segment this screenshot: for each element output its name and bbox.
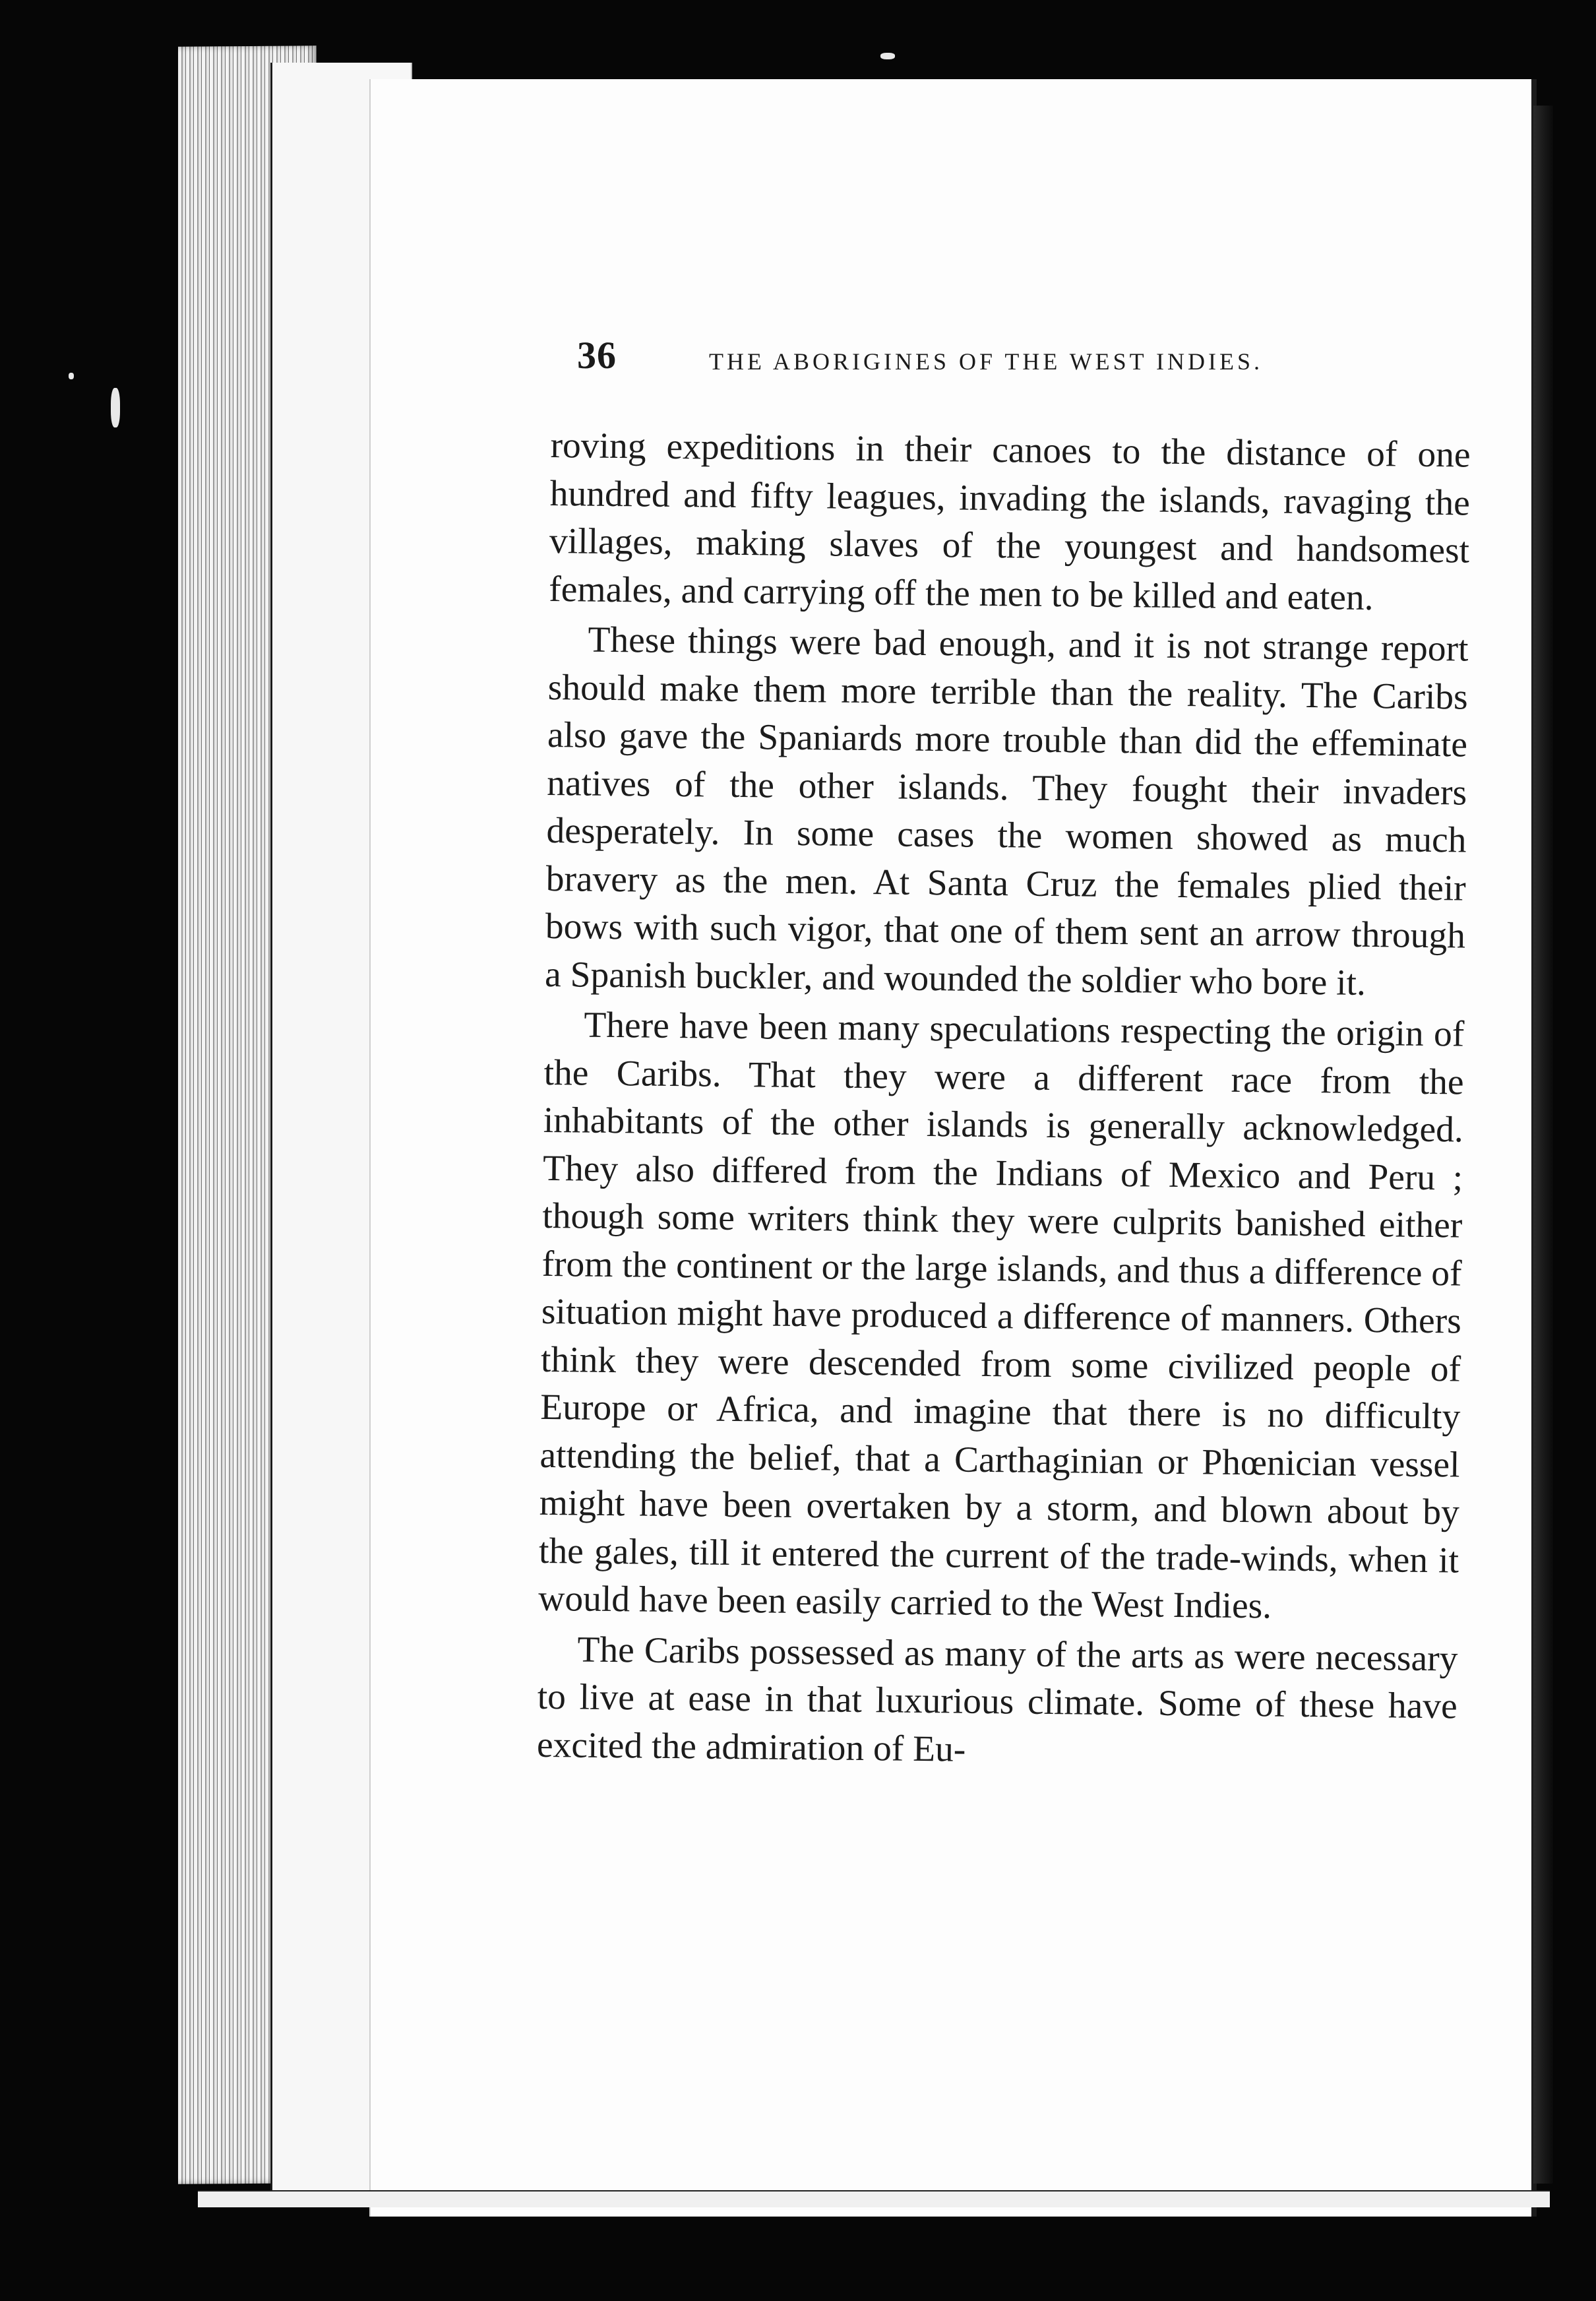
paragraph: These things were bad enough, and it is not strange report should make them more terrible than the reality. The Caribs also gave the Spaniards more trouble than did the effeminate natives of the other islands. They fought their invaders desperately. In some cases the women showed as much bravery as the men. At Santa Cruz the females plied their bows with such vigor, that one of them sent an arrow through a Spanish buckler, and wounded the soldier who bore it. [544,619,1469,1003]
scan-speck [111,388,120,427]
paragraph: There have been many speculations respecting the origin of the Caribs. That they were a different race from the inhabitants of the other islands is generally acknowledged. They also differed from the Indians of Mexico and Peru ; though some writers think they were culprits banished either from the continent or the large islands, and thus a difference of situation might have produced a difference of manners. Others think they were descended from some civilized people of Europe or Africa, and imagine that there is no difficulty attending the belief, that a Carthaginian or Phœnician vessel might have been overtaken by a storm, and blown about by the gales, till it entered the current of the trade-winds, when it would have been easily carried to the West Indies. [538,1005,1465,1627]
page-number: 36 [577,334,617,377]
body-text [537,422,1471,1781]
paragraph: The Caribs possessed as many of the arts as were necessary to live at ease in that luxurious climate. Some of these have excited the admiration of Eu- [536,1629,1458,1770]
running-title: THE ABORIGINES OF THE WEST INDIES. [709,348,1264,375]
page-bottom-edge [198,2190,1550,2207]
running-header [577,333,1362,386]
page-spine-shadow [1533,106,1553,2184]
paragraph-continuation: roving expeditions in their canoes to the distance of one hundred and fifty leagues, invading the islands, ravaging the villages, making slaves of the youngest and handsomest females, and carrying off the men to be killed and eaten. [549,425,1471,618]
scan-speck [69,373,74,379]
scan-speck [880,53,895,59]
